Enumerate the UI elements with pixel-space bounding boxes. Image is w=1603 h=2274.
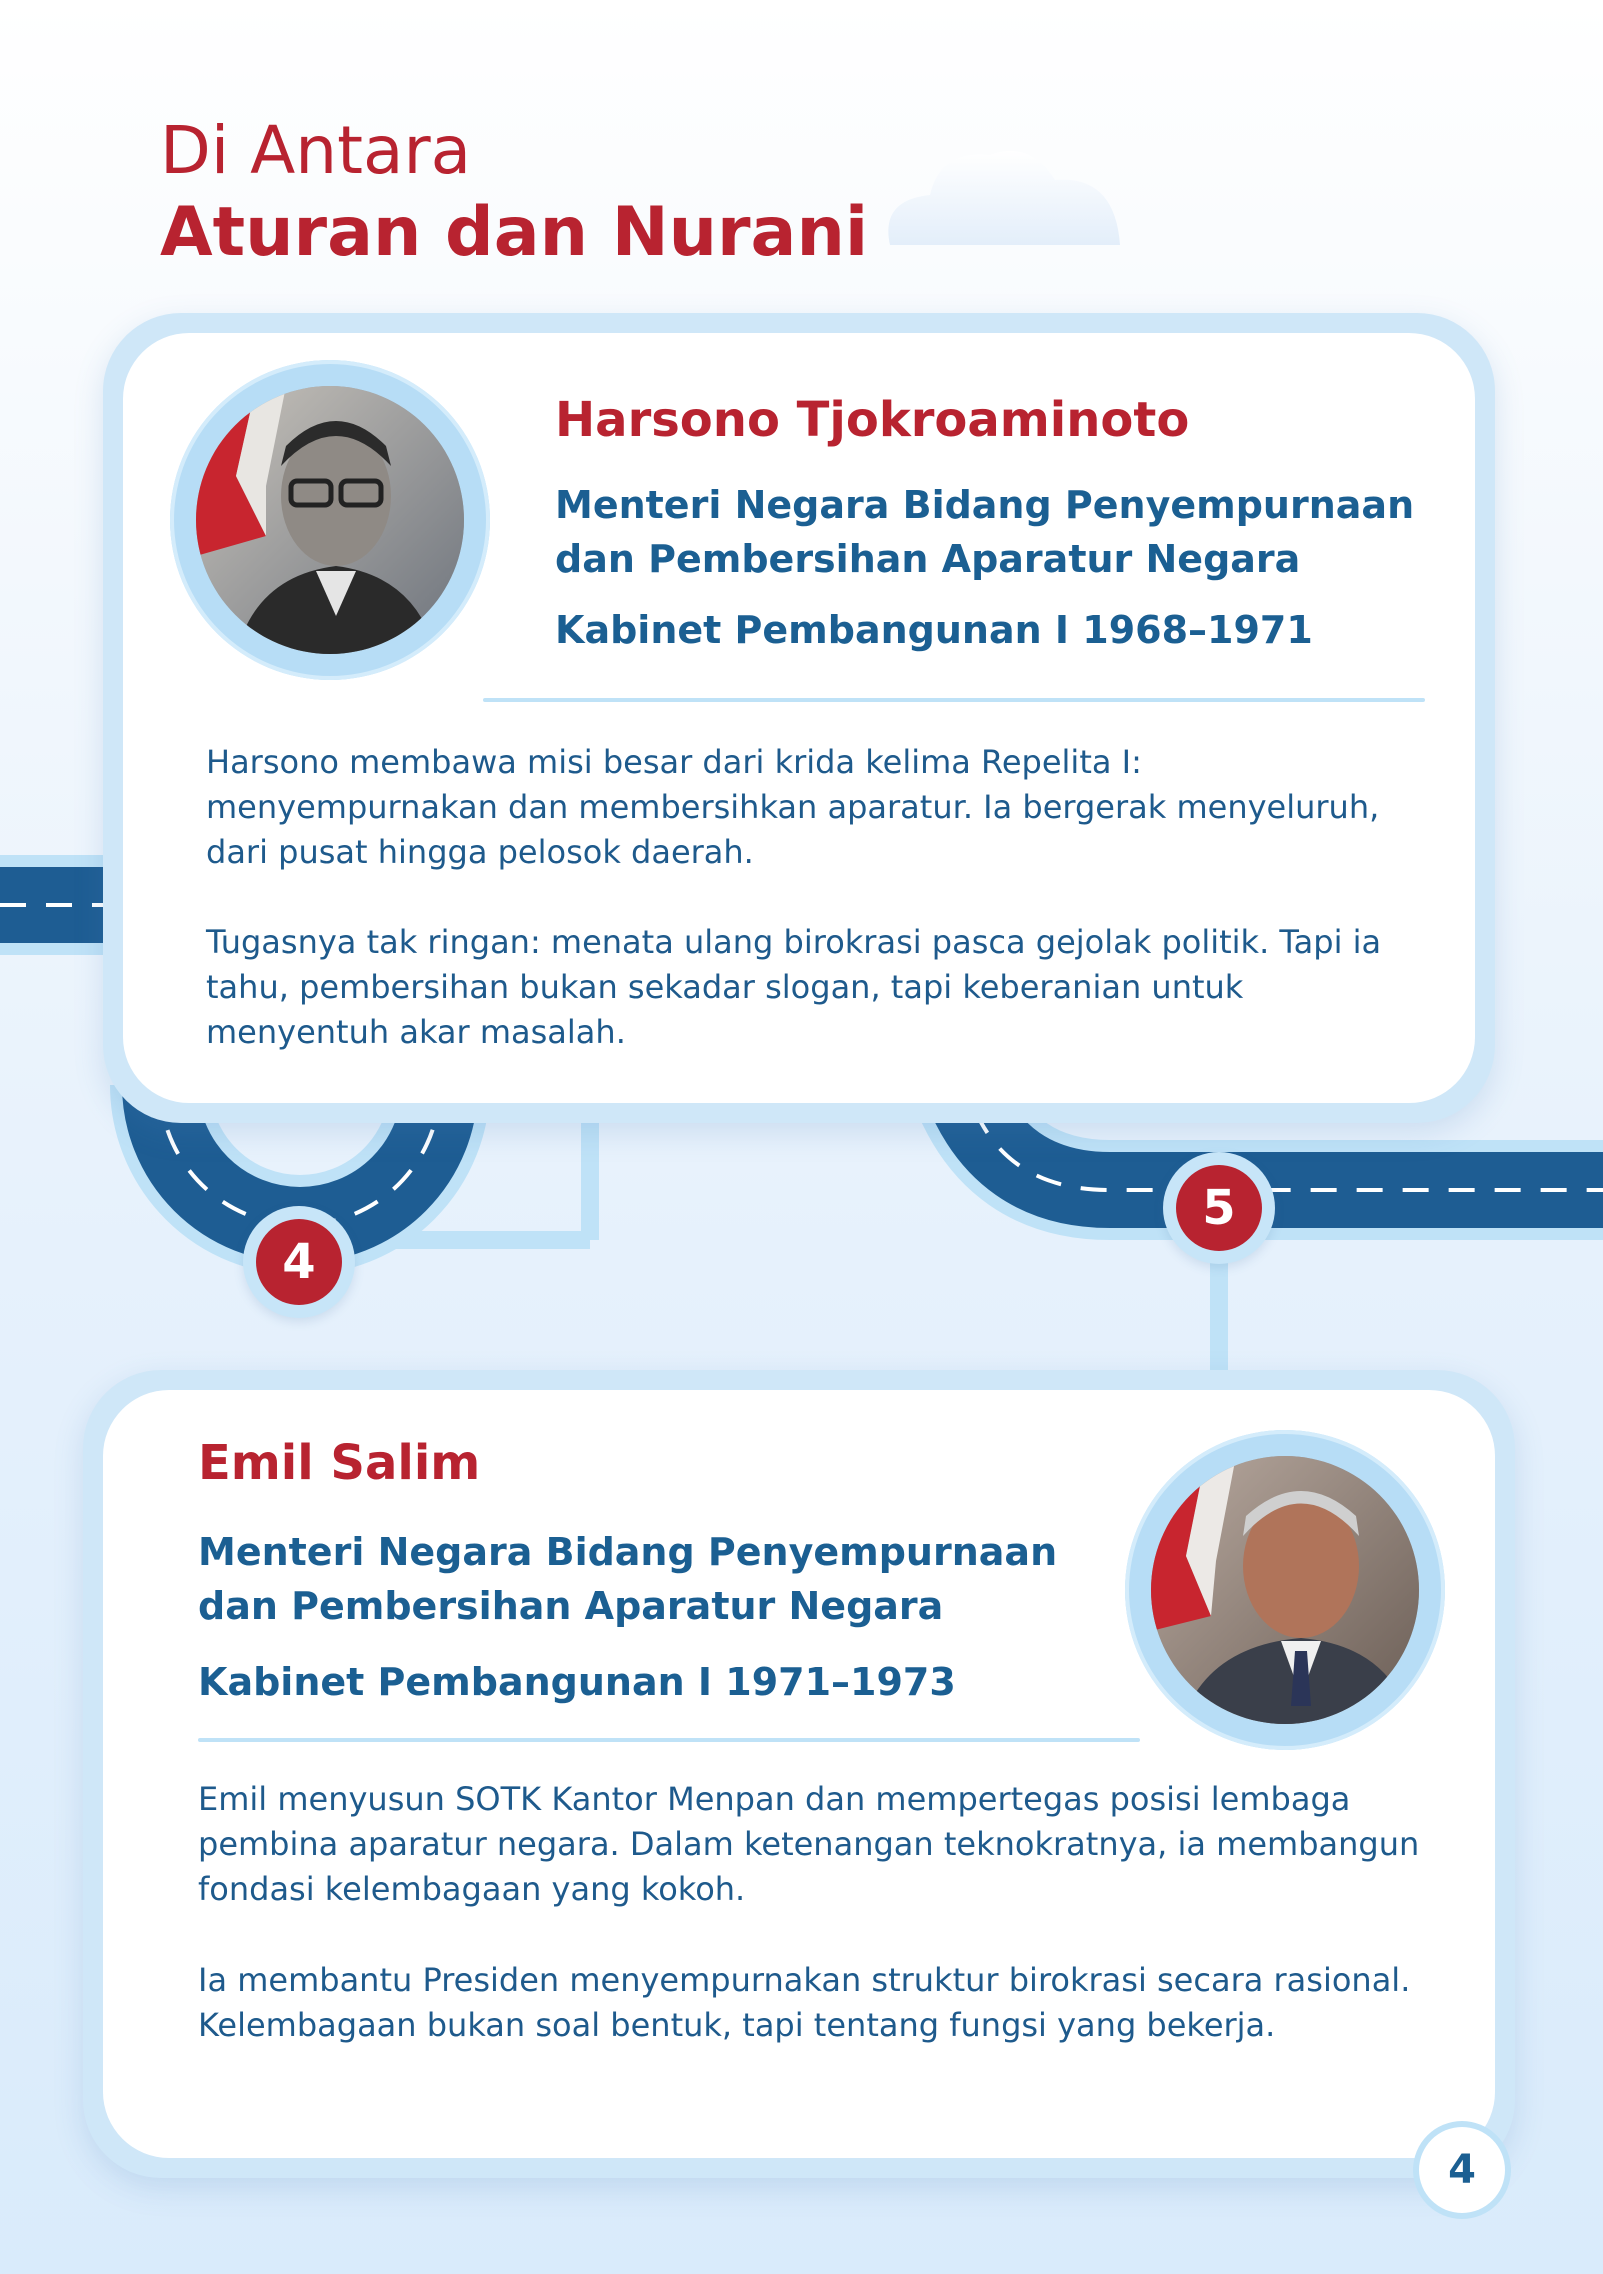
profile-name: Emil Salim <box>198 1435 481 1491</box>
page-title <box>160 110 868 274</box>
title-line1: Di Antara <box>160 112 472 189</box>
portrait-harsono <box>196 386 464 654</box>
profile-role: Menteri Negara Bidang Penyempurnaan dan Pembersihan Aparatur Negara <box>198 1530 1058 1628</box>
cloud-decoration <box>870 130 1130 250</box>
profile-cabinet: Kabinet Pembangunan I 1968–1971 <box>555 608 1313 652</box>
title-line2: Aturan dan Nurani <box>160 193 869 272</box>
divider <box>198 1738 1140 1742</box>
profile-paragraph: Tugasnya tak ringan: menata ulang birokrasi pasca gejolak politik. Tapi ia tahu, pembersihan bukan sekadar slogan, tapi keberanian untuk menyentuh akar masalah. <box>206 923 1382 1051</box>
person-photo-icon <box>1151 1456 1419 1724</box>
profile-paragraph: Harsono membawa misi besar dari krida kelima Repelita I: menyempurnakan dan membersihkan aparatur. Ia bergerak menyeluruh, dari pusat hingga pelosok daerah. <box>206 743 1380 871</box>
divider <box>483 698 1425 702</box>
profile-paragraph: Ia membantu Presiden menyempurnakan struktur birokrasi secara rasional. Kelembagaan bukan soal bentuk, tapi tentang fungsi yang bekerja. <box>198 1961 1411 2044</box>
person-photo-icon <box>196 386 464 654</box>
profile-role: Menteri Negara Bidang Penyempurnaan dan Pembersihan Aparatur Negara <box>555 483 1415 581</box>
page-number: 4 <box>1419 2127 1505 2213</box>
profile-paragraph: Emil menyusun SOTK Kantor Menpan dan mempertegas posisi lembaga pembina aparatur negara. Dalam ketenangan teknokratnya, ia membangun fondasi kelembagaan yang kokoh. <box>198 1780 1420 1908</box>
portrait-frame-harsono <box>170 360 490 680</box>
step-number: 5 <box>1176 1165 1262 1251</box>
profile-name: Harsono Tjokroaminoto <box>555 392 1190 448</box>
portrait-frame-emil <box>1125 1430 1445 1750</box>
step-badge-4 <box>243 1206 355 1318</box>
portrait-emil <box>1151 1456 1419 1724</box>
profile-cabinet: Kabinet Pembangunan I 1971–1973 <box>198 1660 956 1704</box>
step-badge-5 <box>1163 1152 1275 1264</box>
step-number: 4 <box>256 1219 342 1305</box>
